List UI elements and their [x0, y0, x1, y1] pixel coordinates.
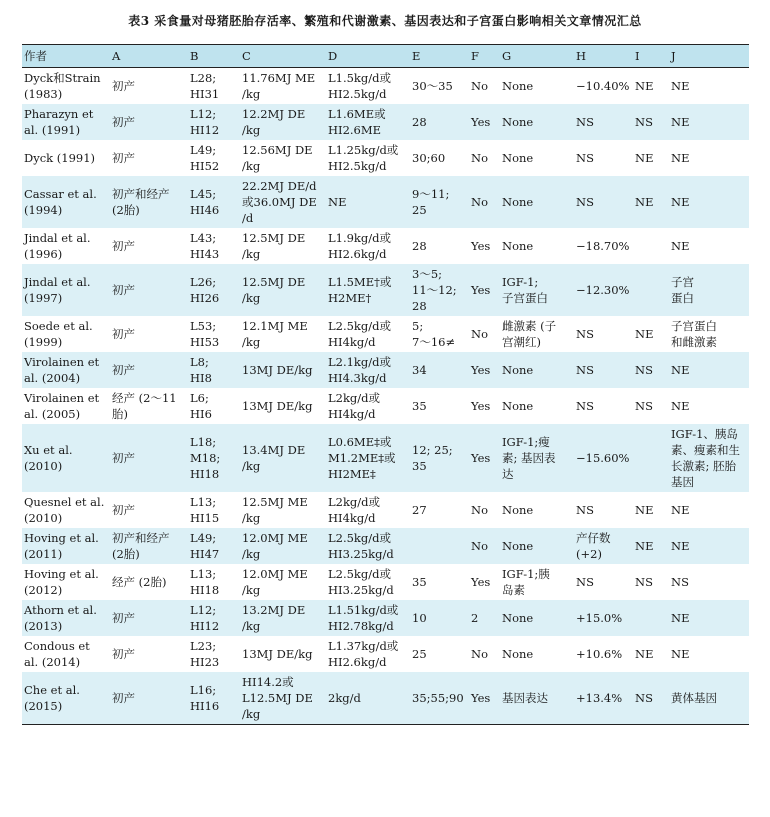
cell-j: 子宫蛋白 和雌激素	[671, 319, 717, 349]
cell-author: Athorn et al. (2013)	[24, 603, 97, 633]
cell-h: −15.60%	[576, 451, 630, 465]
cell-c: HI14.2或 L12.5MJ DE /kg	[242, 675, 313, 721]
cell-f: No	[471, 539, 488, 553]
cell-j: NE	[671, 647, 690, 661]
cell-i: NE	[635, 327, 654, 341]
header-a: A	[112, 49, 121, 63]
header-author: 作者	[24, 49, 47, 63]
header-i: I	[635, 49, 640, 63]
cell-j: 子宫 蛋白	[671, 275, 694, 305]
cell-b: L12; HI12	[190, 107, 220, 137]
cell-d: L2.5kg/d或 HI4kg/d	[328, 319, 391, 349]
table-row	[22, 352, 749, 388]
cell-i: NE	[635, 647, 654, 661]
table-row	[22, 140, 749, 176]
cell-h: NS	[576, 575, 594, 589]
cell-a: 初产	[112, 239, 135, 253]
cell-c: 12.56MJ DE /kg	[242, 143, 313, 173]
cell-d: L1.5kg/d或 HI2.5kg/d	[328, 71, 391, 101]
cell-g: None	[502, 399, 534, 413]
cell-f: Yes	[471, 283, 491, 297]
cell-g: None	[502, 151, 534, 165]
cell-b: L8; HI8	[190, 355, 212, 385]
cell-j: NE	[671, 195, 690, 209]
cell-j: NE	[671, 79, 690, 93]
cell-g: None	[502, 503, 534, 517]
cell-f: No	[471, 195, 488, 209]
cell-a: 经产 (2胎)	[112, 575, 167, 589]
header-d: D	[328, 49, 338, 63]
cell-i: NE	[635, 151, 654, 165]
cell-d: L2kg/d或 HI4kg/d	[328, 391, 381, 421]
table-row	[22, 492, 749, 528]
cell-a: 初产	[112, 451, 135, 465]
cell-a: 初产	[112, 363, 135, 377]
cell-g: None	[502, 539, 534, 553]
table-row	[22, 176, 749, 228]
cell-b: L6; HI6	[190, 391, 212, 421]
cell-g: 雌激素 (子 宫潮红)	[502, 319, 557, 349]
cell-d: L2.5kg/d或 HI3.25kg/d	[328, 531, 394, 561]
cell-g: IGF-1;瘦 素; 基因表 达	[502, 435, 556, 481]
cell-g: None	[502, 115, 534, 129]
cell-b: L23; HI23	[190, 639, 220, 669]
cell-i	[633, 600, 669, 636]
cell-d: L2.1kg/d或 HI4.3kg/d	[328, 355, 391, 385]
cell-c: 13.4MJ DE /kg	[242, 443, 306, 473]
cell-d: L1.5ME†或 H2ME†	[328, 275, 392, 305]
cell-f: No	[471, 503, 488, 517]
table-row	[22, 424, 749, 492]
cell-h: +15.0%	[576, 611, 623, 625]
table-row	[22, 672, 749, 725]
cell-g: None	[502, 647, 534, 661]
cell-c: 12.1MJ ME /kg	[242, 319, 308, 349]
cell-b: L26; HI26	[190, 275, 220, 305]
cell-d: L0.6ME‡或 M1.2ME‡或 HI2ME‡	[328, 435, 396, 481]
cell-h: NS	[576, 363, 594, 377]
cell-f: Yes	[471, 575, 491, 589]
cell-b: L16; HI16	[190, 683, 220, 713]
cell-b: L53; HI53	[190, 319, 220, 349]
cell-author: Quesnel et al. (2010)	[24, 495, 105, 525]
table-header-row	[22, 45, 749, 68]
cell-b: L49; HI52	[190, 143, 220, 173]
cell-author: Hoving et al. (2011)	[24, 531, 99, 561]
table-row	[22, 68, 749, 105]
cell-f: No	[471, 327, 488, 341]
cell-j: NE	[671, 611, 690, 625]
table-row	[22, 264, 749, 316]
cell-author: Dyck (1991)	[24, 151, 96, 165]
cell-e: 3～5; 11～12; 28	[412, 267, 457, 313]
cell-e: 35	[412, 399, 427, 413]
cell-j: NE	[671, 539, 690, 553]
header-g: G	[502, 49, 512, 63]
cell-a: 初产	[112, 151, 135, 165]
cell-d: L2.5kg/d或 HI3.25kg/d	[328, 567, 394, 597]
cell-i: NS	[635, 115, 653, 129]
cell-e: 34	[412, 363, 427, 377]
cell-a: 初产	[112, 79, 135, 93]
cell-b: L28; HI31	[190, 71, 220, 101]
cell-e: 35	[412, 575, 427, 589]
cell-c: 12.5MJ DE /kg	[242, 275, 306, 305]
table-body	[22, 68, 749, 725]
cell-e: 35;55;90	[412, 691, 464, 705]
cell-c: 12.5MJ DE /kg	[242, 231, 306, 261]
cell-g: None	[502, 195, 534, 209]
cell-b: L13; HI18	[190, 567, 220, 597]
header-e: E	[412, 49, 421, 63]
cell-b: L13; HI15	[190, 495, 220, 525]
cell-e: 12; 25; 35	[412, 443, 453, 473]
cell-i	[633, 228, 669, 264]
table-row	[22, 316, 749, 352]
cell-j: NE	[671, 239, 690, 253]
cell-author: Che et al. (2015)	[24, 683, 80, 713]
cell-b: L43; HI43	[190, 231, 220, 261]
cell-e: 30～35	[412, 79, 453, 93]
cell-i: NS	[635, 691, 653, 705]
cell-c: 12.2MJ DE /kg	[242, 107, 306, 137]
header-h: H	[576, 49, 587, 63]
cell-b: L12; HI12	[190, 603, 220, 633]
cell-author: Dyck和Strain (1983)	[24, 71, 101, 101]
cell-i	[633, 424, 669, 492]
cell-c: 13.2MJ DE /kg	[242, 603, 306, 633]
table-row	[22, 228, 749, 264]
cell-h: +10.6%	[576, 647, 623, 661]
cell-h: NS	[576, 115, 594, 129]
cell-j: IGF-1、胰岛 素、瘦素和生 长激素; 胚胎 基因	[671, 427, 740, 489]
cell-j: NE	[671, 151, 690, 165]
cell-i: NS	[635, 575, 653, 589]
cell-g: None	[502, 611, 534, 625]
cell-e	[410, 528, 469, 564]
cell-f: Yes	[471, 363, 491, 377]
cell-j: NE	[671, 363, 690, 377]
cell-i: NS	[635, 399, 653, 413]
cell-author: Cassar et al. (1994)	[24, 187, 97, 217]
cell-b: L49; HI47	[190, 531, 220, 561]
cell-f: Yes	[471, 691, 491, 705]
cell-author: Soede et al. (1999)	[24, 319, 93, 349]
cell-a: 初产	[112, 611, 135, 625]
cell-d: NE	[328, 195, 347, 209]
cell-i: NE	[635, 195, 654, 209]
cell-f: No	[471, 151, 488, 165]
cell-e: 28	[412, 115, 427, 129]
cell-h: NS	[576, 195, 594, 209]
header-b: B	[190, 49, 199, 63]
cell-a: 初产	[112, 115, 135, 129]
cell-d: L1.37kg/d或 HI2.6kg/d	[328, 639, 399, 669]
cell-i: NE	[635, 503, 654, 517]
header-j: J	[671, 49, 676, 63]
cell-h: −18.70%	[576, 239, 630, 253]
cell-e: 27	[412, 503, 427, 517]
cell-i: NE	[635, 539, 654, 553]
cell-a: 经产 (2～11 胎)	[112, 391, 177, 421]
cell-d: L1.9kg/d或 HI2.6kg/d	[328, 231, 391, 261]
cell-c: 12.5MJ ME /kg	[242, 495, 308, 525]
cell-h: NS	[576, 327, 594, 341]
table-row	[22, 564, 749, 600]
cell-d: L1.6ME或 HI2.6ME	[328, 107, 386, 137]
cell-author: Xu et al. (2010)	[24, 443, 73, 473]
cell-c: 13MJ DE/kg	[242, 363, 313, 377]
cell-j: NS	[671, 575, 689, 589]
cell-f: Yes	[471, 399, 491, 413]
cell-author: Condous et al. (2014)	[24, 639, 90, 669]
cell-a: 初产	[112, 503, 135, 517]
cell-e: 28	[412, 239, 427, 253]
header-f: F	[471, 49, 479, 63]
cell-h: +13.4%	[576, 691, 623, 705]
cell-c: 12.0MJ ME /kg	[242, 531, 308, 561]
cell-d: L1.25kg/d或 HI2.5kg/d	[328, 143, 399, 173]
cell-h: −12.30%	[576, 283, 630, 297]
cell-c: 13MJ DE/kg	[242, 399, 313, 413]
cell-e: 25	[412, 647, 427, 661]
cell-h: NS	[576, 151, 594, 165]
cell-g: None	[502, 363, 534, 377]
cell-a: 初产	[112, 327, 135, 341]
header-c: C	[242, 49, 251, 63]
cell-g: 基因表达	[502, 691, 548, 705]
cell-b: L45; HI46	[190, 187, 220, 217]
cell-a: 初产和经产 (2胎)	[112, 531, 170, 561]
table-row	[22, 636, 749, 672]
table-row	[22, 388, 749, 424]
cell-author: Virolainen et al. (2005)	[24, 391, 100, 421]
cell-e: 5; 7～16≠	[412, 319, 456, 349]
summary-table	[22, 44, 749, 725]
cell-g: IGF-1;胰 岛素	[502, 567, 550, 597]
cell-e: 9～11; 25	[412, 187, 450, 217]
cell-g: None	[502, 79, 534, 93]
cell-g: None	[502, 239, 534, 253]
cell-f: Yes	[471, 239, 491, 253]
cell-c: 22.2MJ DE/d 或36.0MJ DE /d	[242, 179, 317, 225]
cell-j: NE	[671, 115, 690, 129]
cell-a: 初产	[112, 283, 135, 297]
cell-i: NS	[635, 363, 653, 377]
cell-f: No	[471, 647, 488, 661]
summary-table-container	[22, 44, 749, 725]
table-row	[22, 600, 749, 636]
cell-f: Yes	[471, 451, 491, 465]
cell-c: 12.0MJ ME /kg	[242, 567, 308, 597]
cell-i: NE	[635, 79, 654, 93]
cell-g: IGF-1; 子宫蛋白	[502, 275, 548, 305]
cell-e: 10	[412, 611, 427, 625]
cell-h: NS	[576, 503, 594, 517]
cell-f: Yes	[471, 115, 491, 129]
cell-a: 初产	[112, 691, 135, 705]
table-row	[22, 104, 749, 140]
cell-a: 初产	[112, 647, 135, 661]
cell-c: 11.76MJ ME /kg	[242, 71, 316, 101]
table-caption: 表3 采食量对母猪胚胎存活率、繁殖和代谢激素、基因表达和子宫蛋白影响相关文章情况汇总	[128, 14, 642, 28]
cell-author: Jindal et al. (1996)	[24, 231, 91, 261]
cell-author: Virolainen et al. (2004)	[24, 355, 100, 385]
cell-h: 产仔数 (+2)	[576, 531, 611, 561]
cell-j: 黄体基因	[671, 691, 717, 705]
cell-i	[633, 264, 669, 316]
cell-author: Jindal et al. (1997)	[24, 275, 91, 305]
cell-b: L18; M18; HI18	[190, 435, 221, 481]
cell-c: 13MJ DE/kg	[242, 647, 313, 661]
cell-author: Hoving et al. (2012)	[24, 567, 99, 597]
cell-j: NE	[671, 503, 690, 517]
cell-h: −10.40%	[576, 79, 630, 93]
cell-j: NE	[671, 399, 690, 413]
table-row	[22, 528, 749, 564]
cell-f: 2	[471, 611, 479, 625]
cell-f: No	[471, 79, 488, 93]
cell-d: L1.51kg/d或 HI2.78kg/d	[328, 603, 399, 633]
cell-a: 初产和经产 (2胎)	[112, 187, 170, 217]
cell-d: L2kg/d或 HI4kg/d	[328, 495, 381, 525]
cell-e: 30;60	[412, 151, 446, 165]
cell-d: 2kg/d	[328, 691, 361, 705]
cell-h: NS	[576, 399, 594, 413]
cell-author: Pharazyn et al. (1991)	[24, 107, 94, 137]
